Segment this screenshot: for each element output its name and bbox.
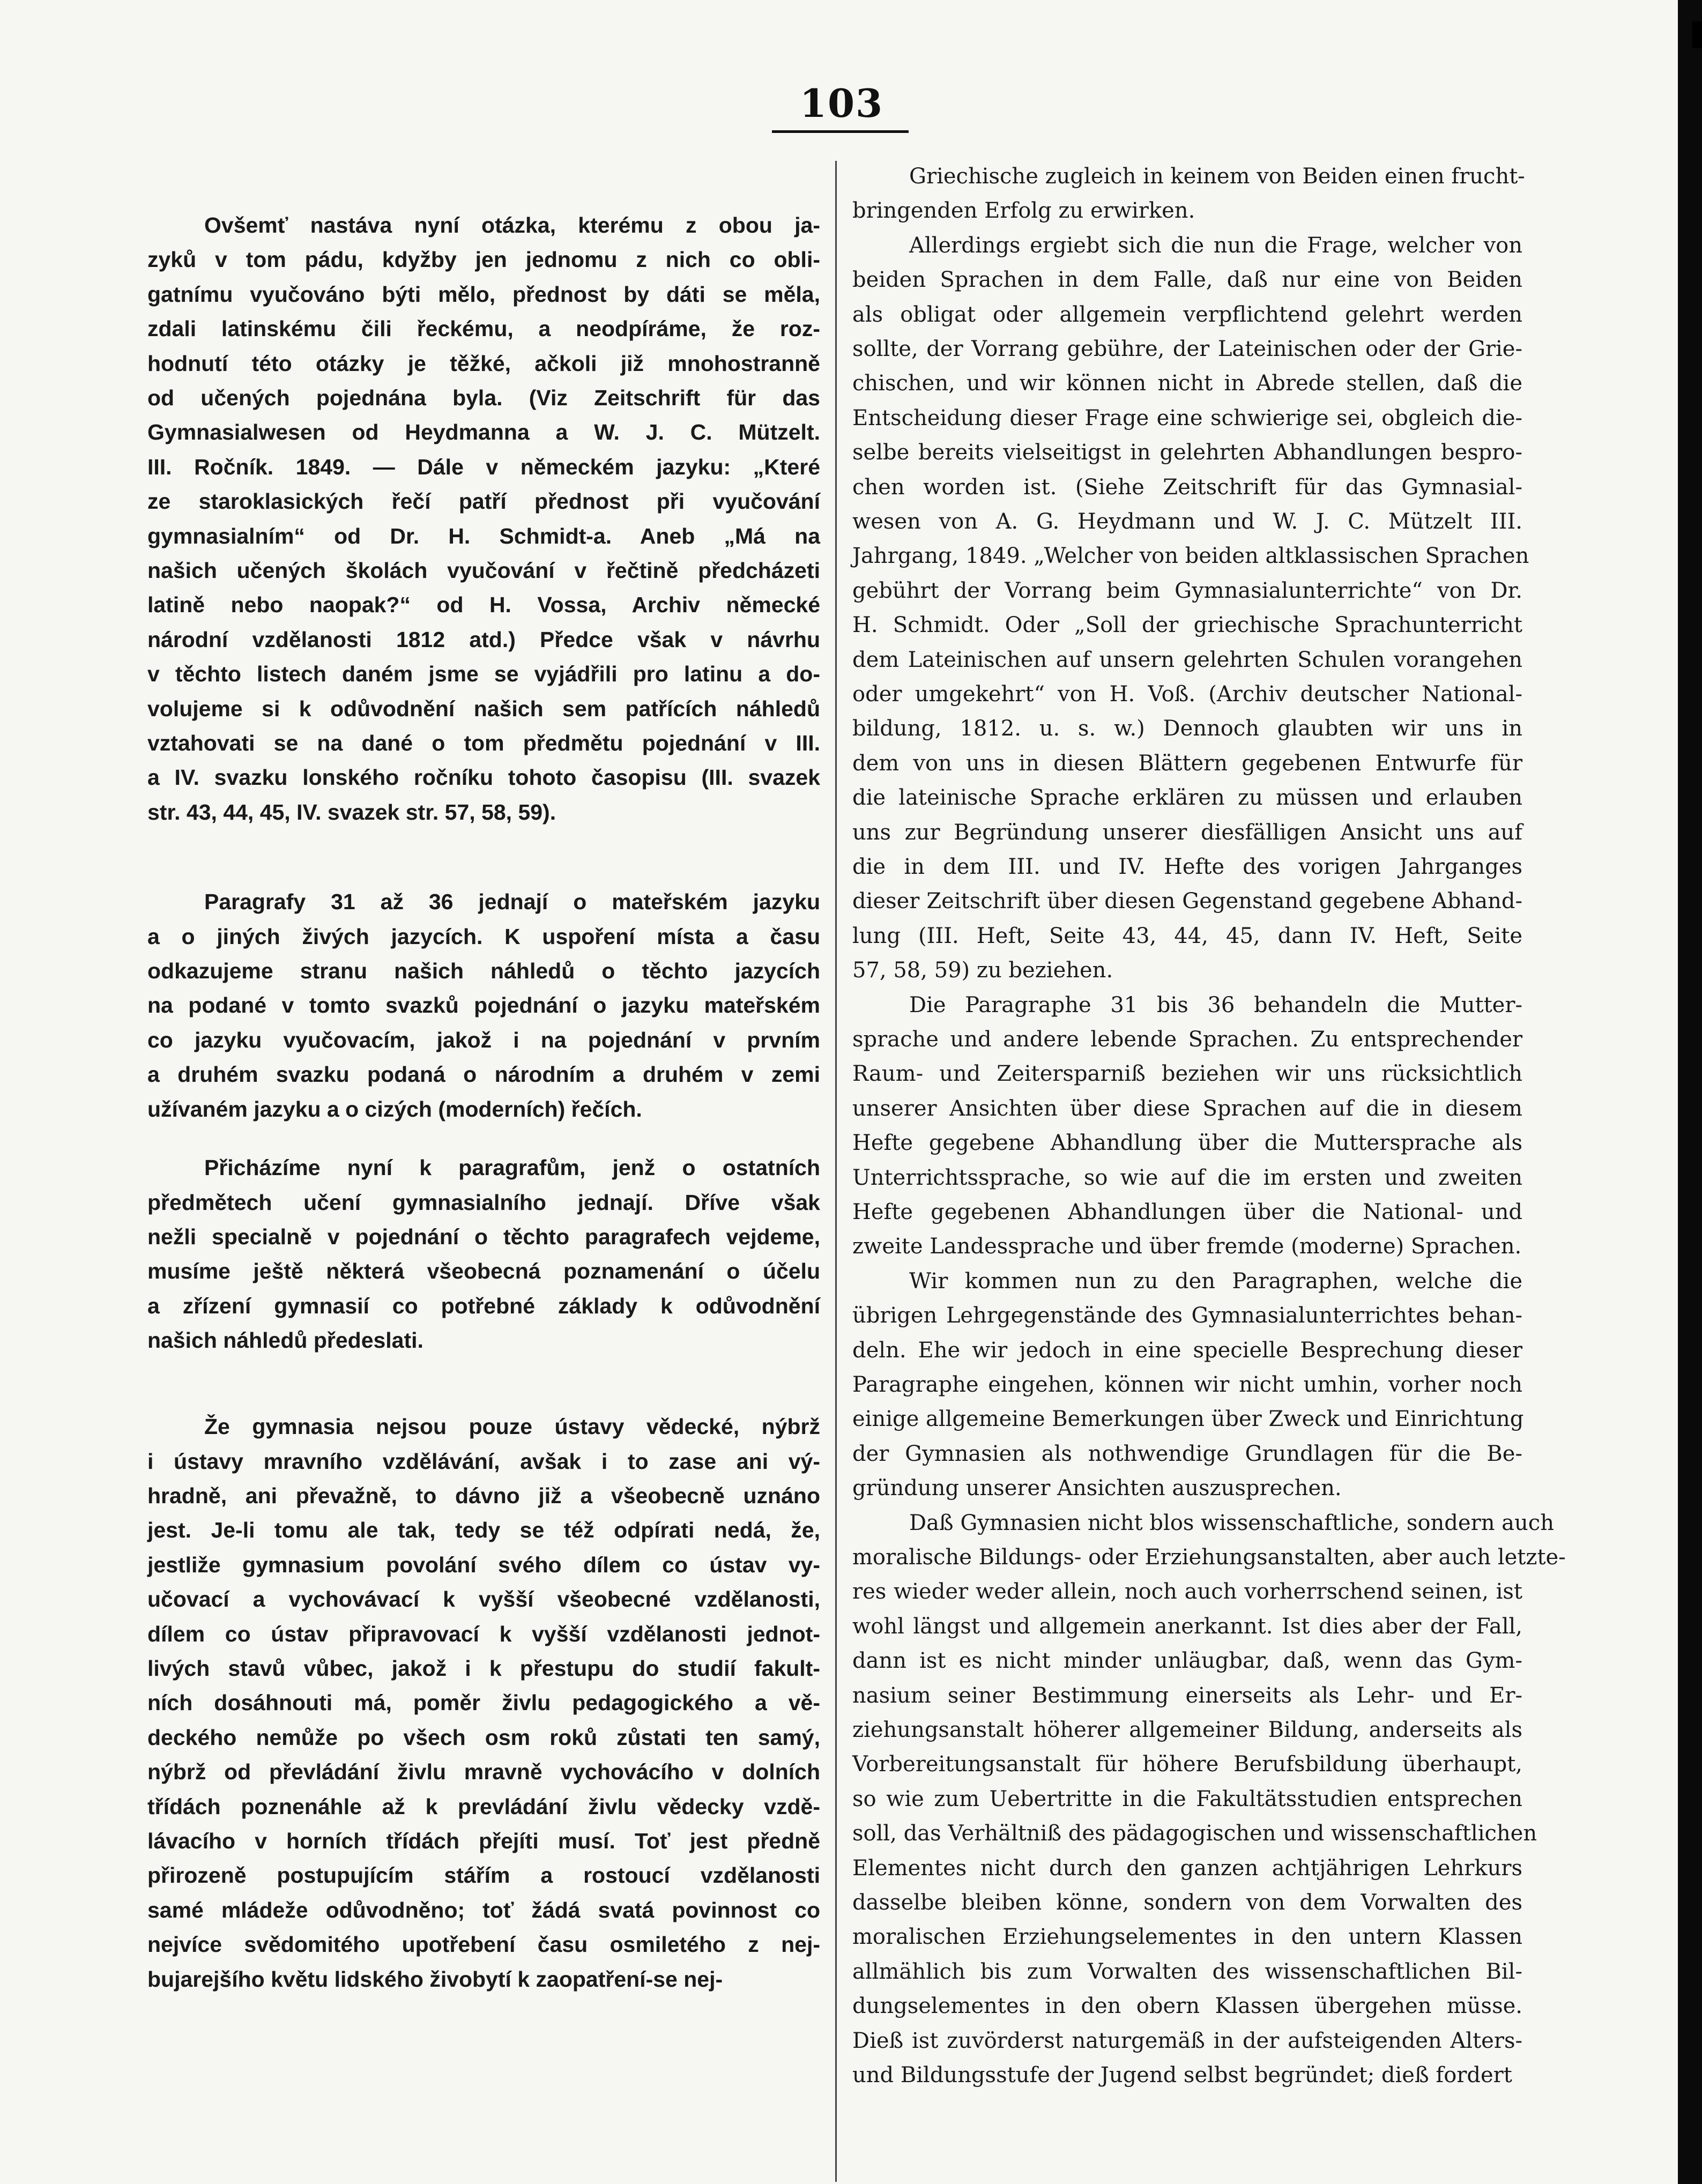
text-line: musíme ještě některá všeobecná poznamenání o účelu: [147, 1259, 820, 1284]
text-line: soll, das Verhältniß des pädagogischen und wissenschaftlichen: [852, 1821, 1537, 1846]
text-line: lávacího v horních třídách přejíti musí. Toť jest předně: [147, 1828, 820, 1853]
text-line: dem von uns in diesen Blättern gegebenen Entwurfe für: [852, 751, 1522, 776]
text-line: als obligat oder allgemein verpflichtend gelehrt werden: [852, 302, 1522, 327]
text-line: wesen von A. G. Heydmann und W. J. C. Mützelt III.: [852, 509, 1522, 534]
text-line: lung (III. Heft, Seite 43, 44, 45, dann IV. Heft, Seite: [852, 923, 1522, 948]
text-line: so wie zum Uebertritte in die Fakultätsstudien entsprechen: [852, 1786, 1522, 1811]
text-line: latině nebo naopak?“ od H. Vossa, Archiv německé: [147, 592, 820, 618]
text-line: Elementes nicht durch den ganzen achtjährigen Lehrkurs: [852, 1855, 1522, 1881]
text-line: našich náhledů předeslati.: [147, 1328, 423, 1353]
scan-edge-mark: [1692, 21, 1702, 48]
text-line: gymnasialním“ od Dr. H. Schmidt-a. Aneb „Má na: [147, 523, 820, 548]
text-line: die lateinische Sprache erklären zu müssen und erlauben: [852, 785, 1522, 811]
text-line: Griechische zugleich in keinem von Beiden einen frucht-: [909, 164, 1525, 189]
text-line: und Bildungsstufe der Jugend selbst begründet; dieß fordert: [852, 2063, 1512, 2088]
text-line: Že gymnasia nejsou pouze ústavy vědecké, nýbrž: [204, 1414, 820, 1439]
text-line: nežli specialně v pojednání o těchto paragrafech vejdeme,: [147, 1224, 820, 1249]
text-line: jestliže gymnasium povolání svého dílem co ústav vy-: [147, 1552, 820, 1577]
text-line: beiden Sprachen in dem Falle, daß nur eine von Beiden: [852, 268, 1522, 293]
text-line: našich učených školách vyučování v řečtině předcházeti: [147, 558, 820, 583]
text-line: sprache und andere lebende Sprachen. Zu entsprechender: [852, 1027, 1522, 1052]
text-line: předmětech učení gymnasialního jednají. Dříve však: [147, 1190, 820, 1215]
text-line: učovací a vychovávací k vyšší všeobecné vzdělanosti,: [147, 1587, 820, 1612]
text-line: odkazujeme stranu našich náhledů o těchto jazycích: [147, 959, 820, 984]
text-line: ziehungsanstalt höherer allgemeiner Bildung, anderseits als: [852, 1718, 1522, 1742]
text-line: samé mládeže odůvodněno; toť žádá svatá povinnost co: [147, 1897, 820, 1922]
text-line: Přicházíme nyní k paragrafům, jenž o ostatních: [204, 1155, 820, 1180]
text-line: Dieß ist zuvörderst naturgemäß in der aufsteigenden Alters-: [852, 2028, 1522, 2053]
text-line: deln. Ehe wir jedoch in eine specielle Besprechung dieser: [852, 1338, 1522, 1363]
text-line: chischen, und wir können nicht in Abrede stellen, daß die: [852, 371, 1522, 396]
scan-edge: [1678, 0, 1702, 2184]
bleed-through-text: [150, 164, 820, 185]
text-line: chen worden ist. (Siehe Zeitschrift für das Gymnasial-: [852, 474, 1522, 500]
text-line: allmählich bis zum Vorwalten des wissenschaftlichen Bil-: [852, 1959, 1522, 1984]
text-line: Hefte gegebenen Abhandlungen über die National- und: [852, 1200, 1522, 1224]
text-line: nýbrž od převládání živlu mravně vychovácího v dolních: [147, 1759, 820, 1785]
text-line: nejvíce svědomitého upotřebení času osmiletého z nej-: [147, 1932, 820, 1957]
text-line: dem Lateinischen auf unsern gelehrten Schulen vorangehen: [852, 647, 1522, 672]
page-number-rule: [772, 130, 909, 133]
text-line: třídách poznenáhle až k prevládání živlu vědecky vzdě-: [147, 1794, 820, 1819]
text-line: jest. Je-li tomu ale tak, tedy se též odpírati nedá, že,: [147, 1518, 820, 1543]
text-line: einige allgemeine Bemerkungen über Zweck und Einrichtung: [852, 1407, 1524, 1432]
text-line: Allerdings ergiebt sich die nun die Frage, welcher von: [909, 233, 1522, 258]
column-divider: [835, 161, 837, 2182]
text-line: Die Paragraphe 31 bis 36 behandeln die Mutter-: [909, 992, 1522, 1017]
text-line: der Gymnasien als nothwendige Grundlagen für die Be-: [852, 1441, 1522, 1466]
text-line: Vorbereitungsanstalt für höhere Berufsbildung überhaupt,: [852, 1752, 1522, 1777]
text-line: str. 43, 44, 45, IV. svazek str. 57, 58, 59).: [147, 799, 556, 824]
text-line: Daß Gymnasien nicht blos wissenschaftliche, sondern auch: [909, 1510, 1554, 1535]
text-line: a druhém svazku podaná o národním a druhém v zemi: [147, 1062, 820, 1087]
text-line: dasselbe bleiben könne, sondern von dem Vorwalten des: [852, 1890, 1522, 1915]
text-line: volujeme si k odůvodnění našich sem patřících náhledů: [147, 696, 820, 721]
text-line: Hefte gegebene Abhandlung über die Muttersprache als: [852, 1131, 1522, 1156]
text-line: gründung unserer Ansichten auszusprechen.: [852, 1476, 1342, 1501]
text-line: a o jiných živých jazycích. K uspoření místa a času: [147, 924, 820, 949]
text-line: Paragrafy 31 až 36 jednají o mateřském jazyku: [204, 889, 820, 915]
text-line: III. Ročník. 1849. — Dále v německém jazyku: „Které: [147, 454, 820, 479]
text-line: Wir kommen nun zu den Paragraphen, welche die: [909, 1268, 1522, 1294]
page-number: 103: [799, 80, 884, 126]
text-line: dieser Zeitschrift über diesen Gegenstand gegebene Abhand-: [852, 889, 1522, 914]
text-line: v těchto listech daném jsme se vyjádřili pro latinu a do-: [147, 662, 820, 687]
text-line: co jazyku vyučovacím, jakož i na pojednání v prvním: [147, 1027, 820, 1052]
text-line: bringenden Erfolg zu erwirken.: [852, 198, 1195, 224]
text-line: unserer Ansichten über diese Sprachen auf die in diesem: [852, 1096, 1522, 1121]
text-line: a zřízení gymnasií co potřebné základy k odůvodnění: [147, 1293, 820, 1318]
text-line: ze staroklasických řečí patří přednost při vyučování: [147, 489, 820, 514]
text-line: a IV. svazku lonského ročníku tohoto časopisu (III. svazek: [147, 765, 820, 790]
text-line: bujarejšího květu lidského živobytí k zaopatření-se nej-: [147, 1966, 723, 1992]
text-line: Ovšemť nastáva nyní otázka, kterému z obou ja-: [204, 213, 820, 237]
text-line: deckého nemůže po všech osm roků zůstati ten samý,: [147, 1725, 820, 1750]
text-line: ních dosáhnouti má, poměr živlu pedagogického a vě-: [147, 1690, 820, 1715]
text-line: die in dem III. und IV. Hefte des vorigen Jahrganges: [852, 855, 1522, 879]
text-line: sollte, der Vorrang gebühre, der Lateinischen oder der Grie-: [852, 337, 1522, 361]
text-line: 57, 58, 59) zu beziehen.: [852, 958, 1113, 983]
text-line: Entscheidung dieser Frage eine schwierige sei, obgleich die-: [852, 405, 1522, 430]
text-line: Paragraphe eingehen, können wir nicht umhin, vorher noch: [852, 1372, 1522, 1397]
text-line: Raum- und Zeitersparniß beziehen wir uns rücksichtlich: [852, 1061, 1522, 1087]
text-line: hradně, ani převažně, to dávno již a všeobecně uznáno: [147, 1483, 820, 1508]
text-line: übrigen Lehrgegenstände des Gymnasialunterrichtes behan-: [852, 1303, 1522, 1328]
text-line: přirozeně postupujícím stářím a rostoucí vzdělanosti: [147, 1863, 820, 1888]
text-line: Unterrichtssprache, so wie auf die im ersten und zweiten: [852, 1165, 1522, 1190]
text-line: livých stavů vůbec, jakož i k přestupu do studií fakult-: [147, 1655, 820, 1681]
text-line: uns zur Begründung unserer diesfälligen Ansicht uns auf: [852, 820, 1522, 845]
text-line: gatnímu vyučováno býti mělo, přednost by dáti se měla,: [147, 281, 820, 307]
text-line: i ústavy mravního vzdělávání, avšak i to zase ani vý-: [147, 1448, 820, 1474]
text-line: oder umgekehrt“ von H. Voß. (Archiv deutscher National-: [852, 682, 1522, 707]
text-line: bildung, 1812. u. s. w.) Dennoch glaubten wir uns in: [852, 716, 1522, 741]
text-line: nasium seiner Bestimmung einerseits als Lehr- und Er-: [852, 1683, 1522, 1708]
text-line: národní vzdělanosti 1812 atd.) Předce však v návrhu: [147, 627, 820, 652]
text-line: od učených pojednána byla. (Viz Zeitschrift für das: [147, 385, 820, 410]
text-line: Jahrgang, 1849. „Welcher von beiden altklassischen Sprachen: [852, 544, 1529, 569]
text-line: wohl längst und allgemein anerkannt. Ist dies aber der Fall,: [852, 1614, 1522, 1639]
text-line: Gymnasialwesen od Heydmanna a W. J. C. Mützelt.: [147, 420, 820, 445]
text-line: dílem co ústav připravovací k vyšší vzdělanosti jednot-: [147, 1621, 820, 1646]
text-line: zdali latinskému čili řeckému, a neodpíráme, že roz-: [147, 316, 820, 341]
text-line: moralische Bildungs- oder Erziehungsanstalten, aber auch letzte-: [852, 1545, 1566, 1570]
text-line: vztahovati se na dané o tom předmětu pojednání v III.: [147, 731, 820, 755]
text-line: dungselementes in den obern Klassen übergehen müsse.: [852, 1994, 1522, 2019]
text-line: zyků v tom pádu, kdyžby jen jednomu z nich co obli-: [147, 247, 820, 272]
text-line: zweite Landessprache und über fremde (moderne) Sprachen.: [852, 1234, 1522, 1259]
text-line: užívaném jazyku a o cizých (moderních) řečích.: [147, 1096, 642, 1121]
text-line: res wieder weder allein, noch auch vorherrschend seinen, ist: [852, 1579, 1522, 1604]
text-line: selbe bereits vielseitigst in gelehrten Abhandlungen bespro-: [852, 440, 1522, 465]
text-line: H. Schmidt. Oder „Soll der griechische Sprachunterricht: [852, 613, 1522, 638]
text-line: dann ist es nicht minder unläugbar, daß, wenn das Gym-: [852, 1648, 1522, 1674]
text-line: moralischen Erziehungselementes in den untern Klassen: [852, 1925, 1522, 1950]
text-line: hodnutí této otázky je těžké, ačkoli již mnohostranně: [147, 351, 820, 376]
text-line: na podané v tomto svazků pojednání o jazyku mateřském: [147, 993, 820, 1018]
text-line: gebührt der Vorrang beim Gymnasialunterrichte“ von Dr.: [852, 578, 1522, 603]
